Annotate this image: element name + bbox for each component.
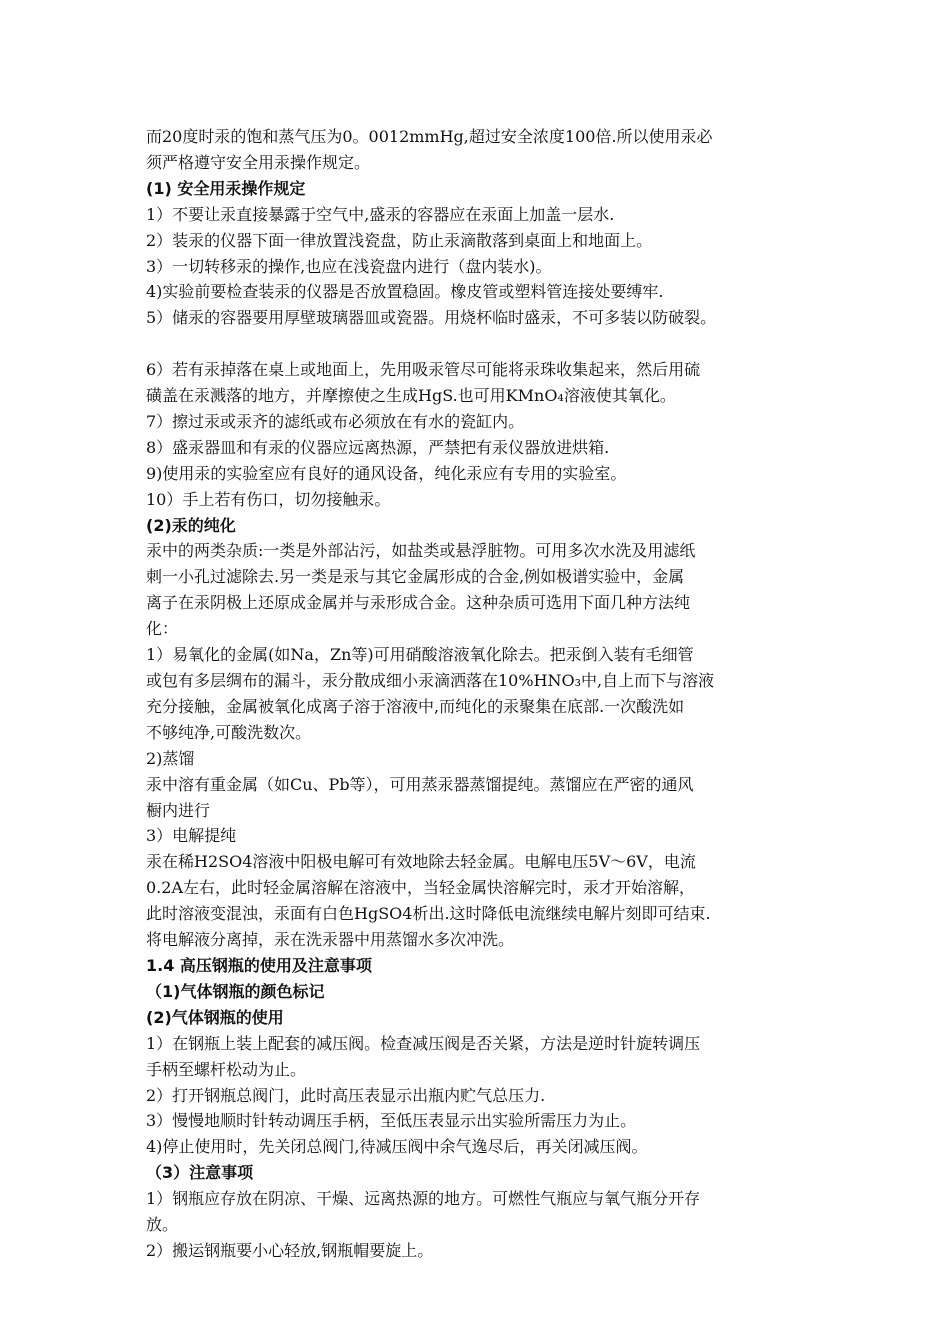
section-heading: (2)气体钢瓶的使用	[146, 1007, 284, 1027]
text-line: 将电解液分离掉，汞在洗汞器中用蒸馏水多次冲洗。	[146, 930, 515, 950]
text-line: 汞在稀H2SO4溶液中阳极电解可有效地除去轻金属。电解电压5V～6V，电流	[146, 852, 696, 872]
text-line: 3）一切转移汞的操作,也应在浅瓷盘内进行（盘内装水)。	[146, 256, 552, 276]
section-heading: 1.4 高压钢瓶的使用及注意事项	[146, 955, 372, 975]
text-line: 2)蒸馏	[146, 748, 195, 768]
document-page	[146, 124, 826, 1264]
text-line: 2）装汞的仪器下面一律放置浅瓷盘，防止汞滴散落到桌面上和地面上。	[146, 230, 653, 250]
section-heading: (1) 安全用汞操作规定	[146, 178, 306, 198]
blank-line	[146, 331, 826, 357]
text-line: 放。	[146, 1215, 179, 1235]
text-line: 0.2A左右，此时轻金属溶解在溶液中，当轻金属快溶解完时，汞才开始溶解，	[146, 878, 696, 898]
text-line: 1）在钢瓶上装上配套的减压阀。检查减压阀是否关紧，方法是逆时针旋转调压	[146, 1033, 701, 1053]
section-heading: （1)气体钢瓶的颜色标记	[146, 981, 325, 1001]
text-line: 3）慢慢地顺时针转动调压手柄，至低压表显示出实验所需压力为止。	[146, 1111, 637, 1131]
text-line: 此时溶液变混浊，汞面有白色HgSO4析出.这时降低电流继续电解片刻即可结束.	[146, 904, 711, 924]
text-line: 5）储汞的容器要用厚壁玻璃器皿或瓷器。用烧杯临时盛汞，不可多装以防破裂。	[146, 308, 717, 328]
text-line: 离子在汞阴极上还原成金属并与汞形成合金。这种杂质可选用下面几种方法纯	[146, 593, 691, 613]
text-line: 9)使用汞的实验室应有良好的通风设备，纯化汞应有专用的实验室。	[146, 463, 627, 483]
text-line: 汞中溶有重金属（如Cu、Pb等），可用蒸汞器蒸馏提纯。蒸馏应在严密的通风	[146, 774, 694, 794]
text-line: 而20度时汞的饱和蒸气压为0。0012mmHg,超过安全浓度100倍.所以使用汞必	[146, 127, 713, 146]
text-line: 1）不要让汞直接暴露于空气中,盛汞的容器应在汞面上加盖一层水.	[146, 204, 615, 224]
text-line: 4)停止使用时，先关闭总阀门,待减压阀中余气逸尽后，再关闭减压阀。	[146, 1137, 648, 1157]
text-line: 不够纯净,可酸洗数次。	[146, 722, 312, 742]
text-line: 或包有多层绸布的漏斗，汞分散成细小汞滴洒落在10%HNO₃中,自上而下与溶液	[146, 671, 715, 691]
text-line: 6）若有汞掉落在桌上或地面上，先用吸汞管尽可能将汞珠收集起来，然后用硫	[146, 360, 701, 380]
section-heading: (2)汞的纯化	[146, 515, 236, 535]
text-line: 充分接触，金属被氧化成离子溶于溶液中,而纯化的汞聚集在底部.一次酸洗如	[146, 696, 685, 716]
text-line: 10）手上若有伤口，切勿接触汞。	[146, 489, 391, 509]
text-line: 须严格遵守安全用汞操作规定。	[146, 152, 371, 172]
text-line: 1）钢瓶应存放在阴凉、干燥、远离热源的地方。可燃性气瓶应与氧气瓶分开存	[146, 1189, 701, 1209]
section-heading: （3）注意事项	[146, 1163, 254, 1183]
text-line: 8）盛汞器皿和有汞的仪器应远离热源，严禁把有汞仪器放进烘箱.	[146, 437, 610, 457]
text-line: 刺一小孔过滤除去.另一类是汞与其它金属形成的合金,例如极谱实验中，金属	[146, 567, 685, 587]
text-line: 化：	[146, 619, 179, 639]
text-line: 1）易氧化的金属(如Na，Zn等)可用硝酸溶液氧化除去。把汞倒入装有毛细管	[146, 645, 694, 665]
text-line: 3）电解提纯	[146, 826, 237, 846]
text-line: 手柄至螺杆松动为止。	[146, 1059, 307, 1079]
text-line: 4)实验前要检查装汞的仪器是否放置稳固。橡皮管或塑料管连接处要缚牢.	[146, 282, 664, 302]
text-line: 磺盖在汞溅落的地方，并摩擦使之生成HgS.也可用KMnO₄溶液使其氧化。	[146, 386, 676, 406]
text-line: 2）打开钢瓶总阀门，此时高压表显示出瓶内贮气总压力.	[146, 1085, 546, 1105]
text-line: 2）搬运钢瓶要小心轻放,钢瓶帽要旋上。	[146, 1240, 434, 1260]
text-line: 7）擦过汞或汞齐的滤纸或布必须放在有水的瓷缸内。	[146, 411, 525, 431]
text-line: 汞中的两类杂质:一类是外部沾污，如盐类或悬浮脏物。可用多次水洗及用滤纸	[146, 541, 696, 561]
text-line: 橱内进行	[146, 800, 211, 820]
